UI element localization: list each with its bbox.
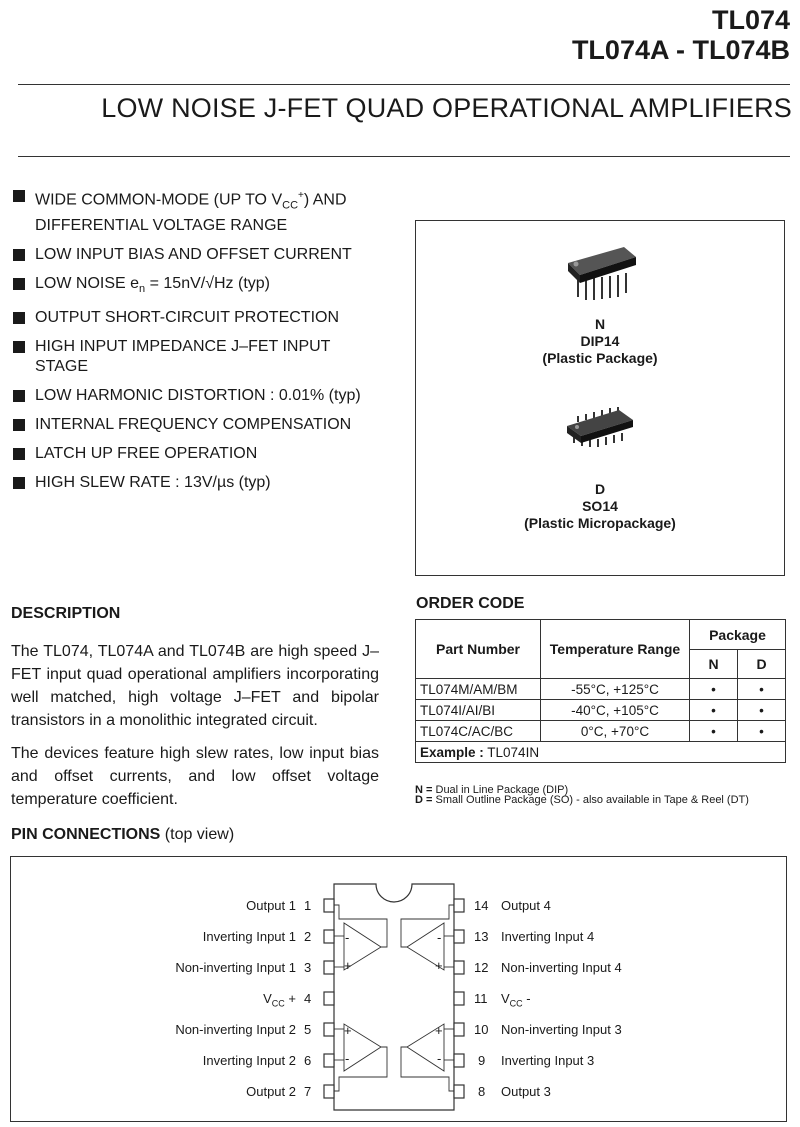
so14-package-icon [561,406,641,461]
d-cell: • [738,679,786,700]
feature-item: LOW NOISE $e_n = 15nV/√Hz$ (typ) [12,274,402,299]
pin-7-label: Output 2 [246,1084,296,1099]
pin-13-number: 13 [474,929,489,944]
ic-pinout-diagram [11,857,786,1121]
col-header-d: D [738,650,786,679]
left-pin-pads [324,899,334,1098]
temp-cell: -55°C, +125°C [541,679,690,700]
description-heading: DESCRIPTION [11,605,121,622]
package-description: (Plastic Package) [542,350,658,366]
pin-1-number: 1 [304,898,312,913]
part-cell: TL074C/AC/BC [416,721,541,742]
opamp-2-minus-sign: - [345,1051,350,1066]
feature-item: INTERNAL FREQUENCY COMPENSATION [12,415,402,435]
package-code: N [594,316,606,332]
pin-10-number: 10 [474,1022,489,1037]
col-header-part-number: Part Number [416,620,541,679]
feature-item: HIGH SLEW RATE : 13V/µs (typ) [12,473,402,493]
bullet-square-icon [13,312,25,324]
pin-6-label: Inverting Input 2 [202,1053,296,1068]
feature-item: LATCH UP FREE OPERATION [12,444,402,464]
pin-9-label: Inverting Input 3 [501,1053,595,1068]
bullet-square-icon [13,249,25,261]
pin-5-label: Non-inverting Input 2 [175,1022,296,1037]
order-code-heading: ORDER CODE [416,595,525,612]
pin-4-label: $V_{CC}$ + [263,991,296,1009]
description-paragraph: The devices feature high slew rates, low input bias and offset currents, and low offset voltage temperature coefficient. [11,745,379,808]
pin-10-label: Non-inverting Input 3 [501,1022,622,1037]
opamp-1-minus-sign: - [345,930,350,945]
col-header-n: N [690,650,738,679]
description-paragraph: The TL074, TL074A and TL074B are high speed J–FET input quad operational amplifiers incorporating well matched, high voltage J–FET and bipolar transistors in a monolithic integrated circuit. [11,643,379,729]
pin-3-label: Non-inverting Input 1 [175,960,296,975]
pin-9-number: 9 [478,1053,486,1068]
document-title: LOW NOISE J-FET QUAD OPERATIONAL AMPLIFIERS [101,93,792,123]
opamp-1-plus-sign: + [344,958,352,973]
feature-item: LOW HARMONIC DISTORTION : 0.01% (typ) [12,386,402,406]
pin-8-number: 8 [478,1084,486,1099]
d-cell: • [738,721,786,742]
order-code-table [415,619,786,763]
header-rule-top [18,84,790,85]
bullet-square-icon [13,390,25,402]
feature-item: WIDE COMMON-MODE (UP TO $V_{CC}^+$) AND DIFFERENTIAL VOLTAGE RANGE [12,186,402,236]
n-cell: • [690,679,738,700]
pin-12-label: Non-inverting Input 4 [501,960,622,975]
package-code: D [594,481,606,497]
opamp-2-plus-sign: + [344,1023,352,1038]
table-row [416,721,786,742]
pin-8-label: Output 3 [501,1084,551,1099]
opamp-3-plus-sign: + [435,1023,443,1038]
bullet-square-icon [13,477,25,489]
n-cell: • [690,721,738,742]
pin-11-number: 11 [474,991,488,1006]
col-header-temperature: Temperature Range [541,620,690,679]
pin-4-number: 4 [304,991,312,1006]
table-row-example [416,742,786,763]
header-rule-bottom [18,156,790,157]
bullet-square-icon [13,278,25,290]
feature-list [12,186,402,502]
feature-item: LOW INPUT BIAS AND OFFSET CURRENT [12,245,402,265]
pin-connections-heading: PIN CONNECTIONS (top view) [11,826,235,843]
package-name: DIP14 [580,333,620,349]
pin-3-number: 3 [304,960,312,975]
pin-5-number: 5 [304,1022,312,1037]
dip14-package-icon [556,245,646,320]
bullet-square-icon [13,190,25,202]
opamp-4-minus-sign: - [437,930,442,945]
pin-11-label: $V_{CC}$ - [501,991,531,1009]
opamp-3-minus-sign: - [437,1051,442,1066]
n-cell: • [690,700,738,721]
bullet-square-icon [13,448,25,460]
part-number-primary: TL074 [711,5,790,35]
pin-7-number: 7 [304,1084,312,1099]
pin-12-number: 12 [474,960,489,975]
package-name: SO14 [582,498,618,514]
pin-14-label: Output 4 [501,898,551,913]
package-legend: N = Dual in Line Package (DIP) D = Small Outline Package (SO) - also available in Tape & Reel (DT) [415,784,749,806]
opamp-4-plus-sign: + [435,958,443,973]
bullet-square-icon [13,341,25,353]
ic-body [334,884,454,1110]
bullet-square-icon [13,419,25,431]
pin-1-label: Output 1 [246,898,296,913]
part-cell: TL074M/AM/BM [416,679,541,700]
feature-item: OUTPUT SHORT-CIRCUIT PROTECTION [12,308,402,328]
table-row [416,679,786,700]
part-number-variants: TL074A - TL074B [571,35,790,65]
description-body [11,640,379,821]
pin-14-number: 14 [474,898,489,913]
temp-cell: -40°C, +105°C [541,700,690,721]
package-panel [415,220,785,576]
temp-cell: 0°C, +70°C [541,721,690,742]
pin-2-label: Inverting Input 1 [202,929,296,944]
example-cell: Example : TL074IN [416,742,786,763]
part-cell: TL074I/AI/BI [416,700,541,721]
col-header-package: Package [690,620,786,650]
pin-diagram-panel [10,856,787,1122]
pin-2-number: 2 [304,929,312,944]
d-cell: • [738,700,786,721]
table-row [416,700,786,721]
pin-6-number: 6 [304,1053,312,1068]
feature-item: HIGH INPUT IMPEDANCE J–FET INPUT STAGE [12,337,402,377]
right-pin-pads [454,899,464,1098]
package-description: (Plastic Micropackage) [524,515,676,531]
pin-13-label: Inverting Input 4 [501,929,595,944]
